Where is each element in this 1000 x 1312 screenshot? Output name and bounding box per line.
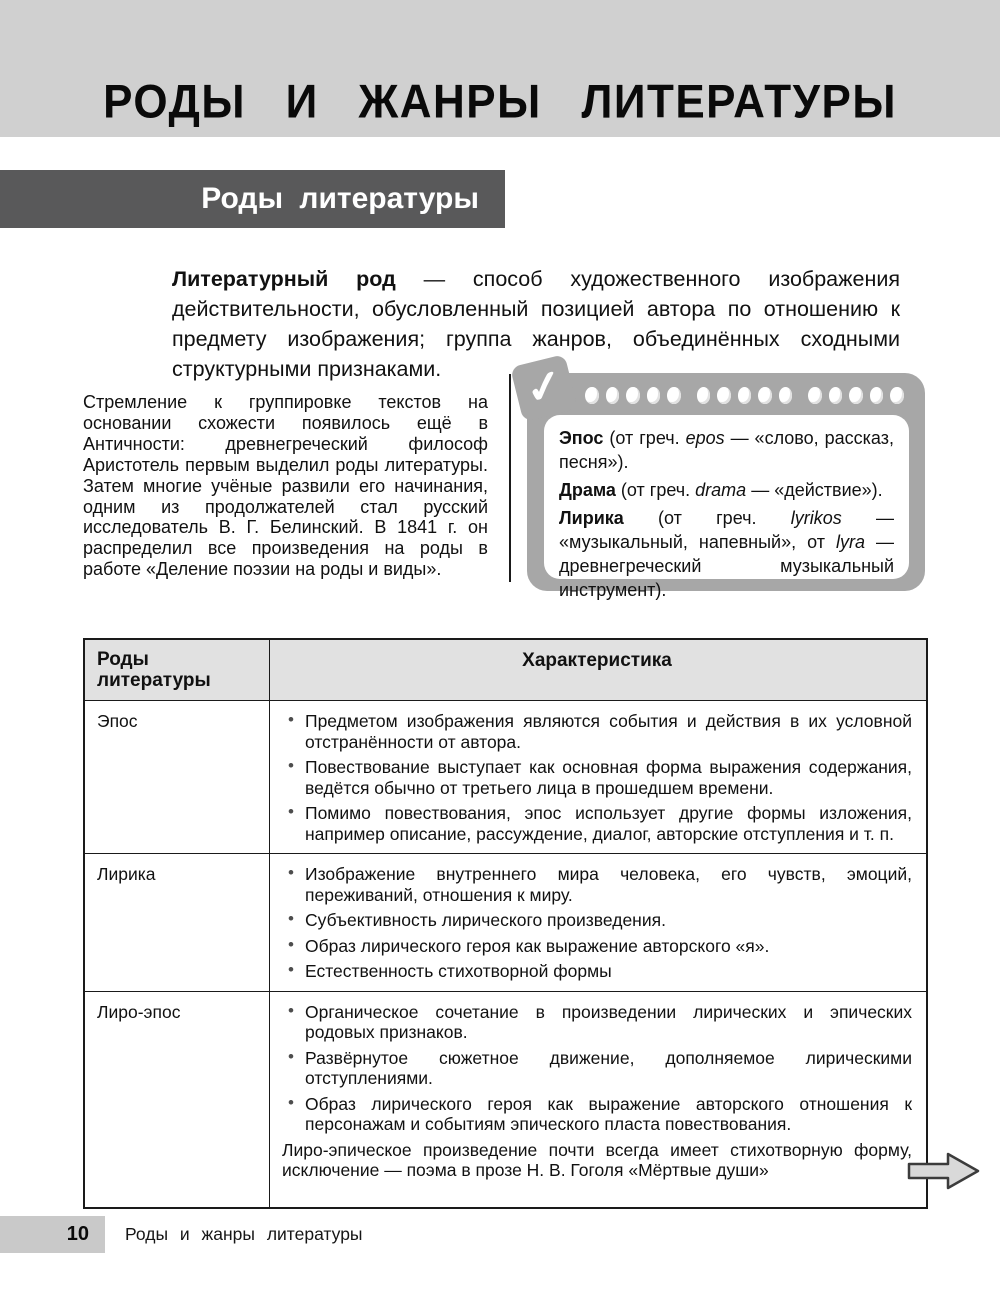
chapter-header-band [0, 0, 1000, 137]
row-title: Эпос [85, 701, 270, 853]
bullet-item: • Предметом изображения являются события и действия в их условной отстранённости от автора. [282, 711, 912, 752]
hole-icon [779, 387, 793, 404]
hole-icon [738, 387, 752, 404]
table-row-liro-epos [85, 991, 926, 1208]
bullet-item: • Образ лирического героя как выражение авторского «я». [282, 936, 912, 957]
row-note: Лиро-эпическое произведение почти всегда имеет стихотворную форму, исключение — поэма в прозе Н. В. Гоголя «Мёртвые души» [282, 1139, 912, 1180]
bullet-item: • Субъективность лирического произведения. [282, 910, 912, 931]
continue-arrow-icon [906, 1150, 982, 1192]
term-lirika: Лирика (от греч. lyrikos — «музыкальный, напевный», от lyra — древнегреческий музыкальный инструмент). [559, 508, 894, 600]
bullet-item: • Образ лирического героя как выражение авторского отношения к персонажам и событиям эпического пласта повествования. [282, 1094, 912, 1135]
bullet-item: • Повествование выступает как основная форма выражения содержания, ведётся обычно от третьего лица в прошедшем времени. [282, 757, 912, 798]
hole-icon [758, 387, 772, 404]
table-header-kharakteristika: Характеристика [522, 650, 672, 671]
hole-icon [890, 387, 904, 404]
hole-icon [606, 387, 620, 404]
bullet-item: • Помимо повествования, эпос использует другие формы изложения, например описание, рассуждение, диалог, авторские отступления и т. п. [282, 803, 912, 844]
table-row-epos [85, 700, 926, 853]
column-divider [509, 374, 511, 582]
chapter-title: РОДЫ И ЖАНРЫ ЛИТЕРАТУРЫ [103, 75, 897, 129]
row-content [270, 701, 926, 853]
bullet-item: • Развёрнутое сюжетное движение, дополняемое лирическими отступлениями. [282, 1048, 912, 1089]
check-glyph: ✓ [521, 359, 567, 416]
hole-icon [870, 387, 884, 404]
hole-icon [717, 387, 731, 404]
running-title: Роды и жанры литературы [125, 1224, 363, 1244]
bullet-item: • Естественность стихотворной формы [282, 961, 912, 982]
section-title: Роды литературы [201, 182, 479, 215]
page-number-box [0, 1216, 105, 1253]
bullet-list [282, 711, 912, 844]
bullet-item: • Изображение внутреннего мира человека, его чувств, эмоций, переживаний, отношения к миру. [282, 864, 912, 905]
row-title: Лиро-эпос [85, 992, 270, 1208]
terms-note-content [544, 415, 909, 600]
bullet-list [282, 864, 912, 982]
binder-holes-row [585, 386, 911, 404]
section-banner [0, 170, 505, 228]
hole-icon [667, 387, 681, 404]
hole-icon [626, 387, 640, 404]
genres-table [83, 638, 928, 1209]
hole-icon [808, 387, 822, 404]
bullet-item: • Органическое сочетание в произведении лирических и эпических родовых признаков. [282, 1002, 912, 1043]
definition-paragraph: Литературный род — способ художественного изображения действительности, обусловленный позицией автора по отношению к предмету изображения; группа жанров, объединённых сходными структурными признаками. [172, 266, 901, 381]
hole-icon [697, 387, 711, 404]
term-epos: Эпос (от греч. epos — «слово, рассказ, песня»). [559, 428, 894, 472]
row-content [270, 992, 926, 1208]
terms-note-box [521, 359, 925, 600]
hole-icon [829, 387, 843, 404]
bullet-list [282, 1002, 912, 1135]
intro-paragraph: Стремление к группировке текстов на основании схожести появилось ещё в Античности: древнегреческий философ Аристотель первым выделил роды литературы. Затем многие учёные развили его начинания, одним из продолжателей стал русский исследователь В. Г. Белинский. В 1841 г. он распределил все произведения на роды в работе «Деление поэзии на роды и виды». [83, 392, 488, 580]
row-content [270, 854, 926, 991]
table-row-lirika [85, 853, 926, 991]
page-number: 10 [66, 1223, 89, 1245]
row-title: Лирика [85, 854, 270, 991]
table-header-rody: Роды литературы [85, 640, 270, 700]
hole-icon [585, 387, 599, 404]
term-drama: Драма (от греч. drama — «действие»). [559, 480, 883, 500]
hole-icon [647, 387, 661, 404]
hole-icon [849, 387, 863, 404]
table-header-row [85, 640, 926, 700]
